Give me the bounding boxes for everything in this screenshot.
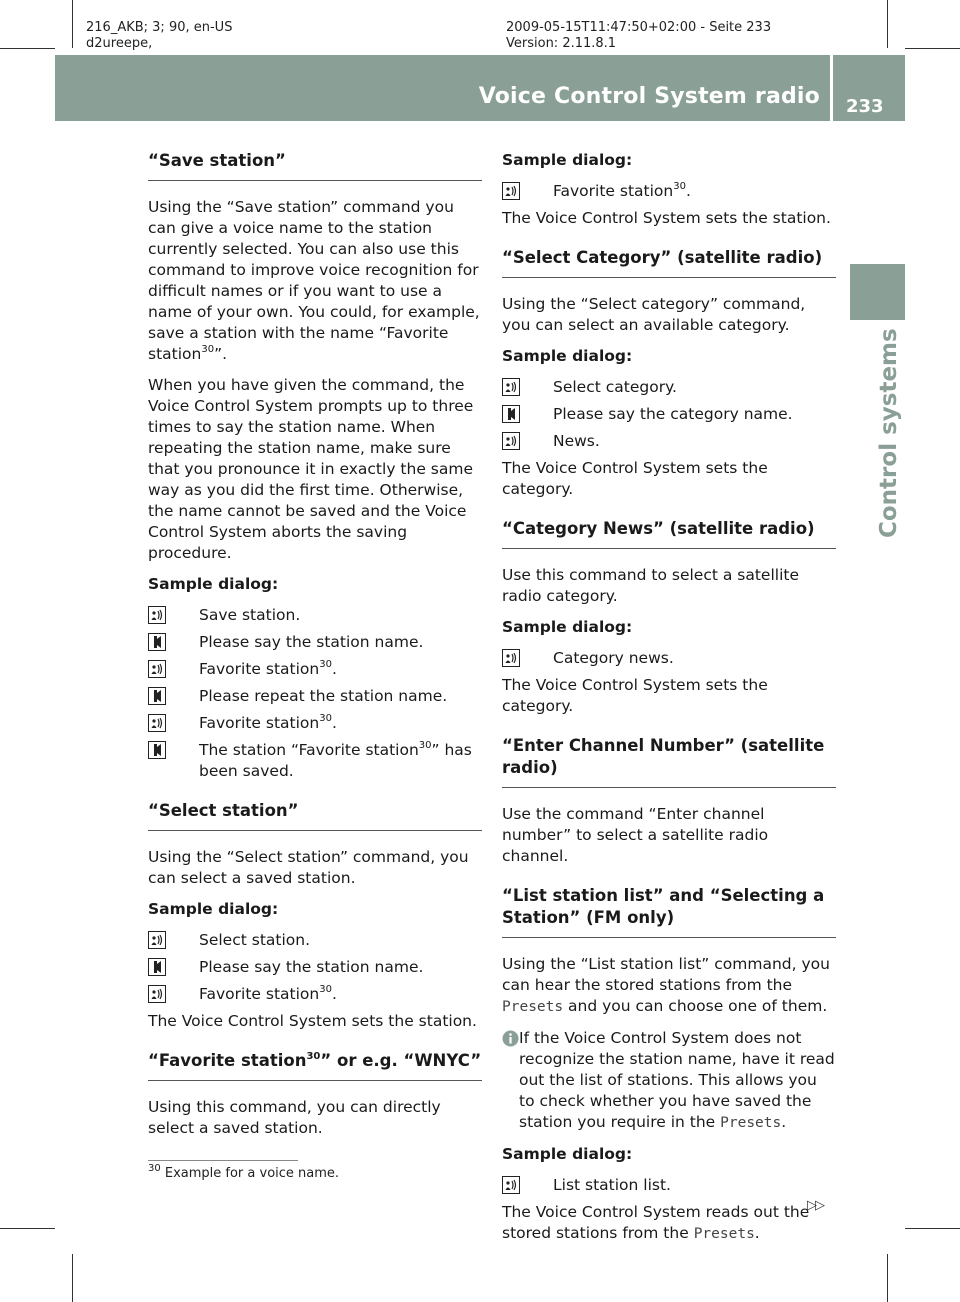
- dialog-line-system: Please say the category name.: [502, 404, 836, 425]
- paragraph: Using this command, you can directly select a saved station.: [148, 1098, 441, 1137]
- speaking-person-icon: [502, 182, 520, 200]
- speaking-person-icon: [502, 378, 520, 396]
- info-note: If the Voice Control System does not recognize the station name, have it read out the list of stations. This allows you to check whether you have saved the station you require in the Presets.: [502, 1028, 836, 1134]
- crop-mark: [905, 1228, 960, 1229]
- dialog-line-system: Please repeat the station name.: [148, 686, 482, 707]
- crop-mark: [905, 48, 960, 49]
- speaker-response-icon: [148, 687, 166, 705]
- header-divider: [830, 55, 833, 121]
- speaking-person-icon: [148, 714, 166, 732]
- dialog-line-user: Favorite station$^{30}$.: [148, 713, 482, 734]
- sample-dialog-label: Sample dialog:: [502, 151, 633, 169]
- crop-mark: [72, 1254, 73, 1302]
- paragraph: The Voice Control System sets the station.: [148, 1012, 477, 1030]
- dialog-line-system: The station “Favorite station$^{30}$” has been saved.: [148, 740, 482, 782]
- speaker-response-icon: [148, 958, 166, 976]
- speaking-person-icon: [502, 432, 520, 450]
- heading-enter-channel-number: “Enter Channel Number” (satellite radio): [502, 735, 836, 788]
- print-meta-left-1: 216_AKB; 3; 90, en-US: [86, 20, 233, 35]
- right-column: [502, 150, 836, 1255]
- paragraph: Using the “Select category” command, you can select an available category.: [502, 295, 806, 334]
- dialog-line-user: Select station.: [148, 930, 482, 951]
- crop-mark: [887, 0, 888, 48]
- speaker-response-icon: [502, 405, 520, 423]
- paragraph: The Voice Control System reads out the stored stations from the Presets.: [502, 1203, 810, 1242]
- sample-dialog-label: Sample dialog:: [148, 575, 279, 593]
- heading-save-station: “Save station”: [148, 150, 482, 181]
- print-meta-right-2: Version: 2.11.8.1: [506, 36, 617, 51]
- crop-mark: [887, 1254, 888, 1302]
- paragraph: The Voice Control System sets the category.: [502, 459, 768, 498]
- sample-dialog-label: Sample dialog:: [502, 618, 633, 636]
- heading-select-station: “Select station”: [148, 800, 482, 831]
- side-chapter-label: Control systems: [876, 328, 902, 538]
- dialog-line-user: Save station.: [148, 605, 482, 626]
- paragraph: Use the command “Enter channel number” to select a satellite radio channel.: [502, 805, 769, 865]
- print-meta-right-1: 2009-05-15T11:47:50+02:00 - Seite 233: [506, 20, 772, 35]
- sample-dialog-label: Sample dialog:: [502, 347, 633, 365]
- heading-list-station-list: “List station list” and “Selecting a Station” (FM only): [502, 885, 836, 938]
- dialog-line-user: Favorite station$^{30}$.: [502, 181, 836, 202]
- dialog-line-user: News.: [502, 431, 836, 452]
- speaker-response-icon: [148, 633, 166, 651]
- speaking-person-icon: [148, 606, 166, 624]
- side-tab: [850, 264, 905, 320]
- crop-mark: [0, 48, 55, 49]
- dialog-line-user: Select category.: [502, 377, 836, 398]
- speaking-person-icon: [148, 931, 166, 949]
- sample-dialog-label: Sample dialog:: [148, 900, 279, 918]
- paragraph: The Voice Control System sets the station.: [502, 209, 831, 227]
- sample-dialog-label: Sample dialog:: [502, 1145, 633, 1163]
- crop-mark: [72, 0, 73, 48]
- dialog-line-system: Please say the station name.: [148, 632, 482, 653]
- speaking-person-icon: [148, 985, 166, 1003]
- speaker-response-icon: [148, 741, 166, 759]
- left-column: [148, 150, 482, 1149]
- paragraph: Use this command to select a satellite radio category.: [502, 566, 799, 605]
- print-meta-left-2: d2ureepe,: [86, 36, 153, 51]
- continue-arrow-icon: ▷▷: [807, 1198, 823, 1213]
- speaking-person-icon: [502, 1176, 520, 1194]
- dialog-line-user: List station list.: [502, 1175, 836, 1196]
- paragraph: Using the “List station list” command, you can hear the stored stations from the Presets and you can choose one of them.: [502, 955, 830, 1015]
- page-number: 233: [846, 96, 884, 117]
- paragraph: The Voice Control System sets the category.: [502, 676, 768, 715]
- dialog-line-user: Category news.: [502, 648, 836, 669]
- info-icon: [502, 1030, 519, 1047]
- dialog-line-user: Favorite station$^{30}$.: [148, 659, 482, 680]
- dialog-line-user: Favorite station$^{30}$.: [148, 984, 482, 1005]
- heading-category-news: “Category News” (satellite radio): [502, 518, 836, 549]
- dialog-line-system: Please say the station name.: [148, 957, 482, 978]
- section-title: Voice Control System radio: [478, 84, 820, 109]
- heading-favorite-station: “Favorite station$^{30}$” or e.g. “WNYC”: [148, 1050, 482, 1081]
- footnote-rule: [148, 1160, 298, 1161]
- heading-select-category: “Select Category” (satellite radio): [502, 247, 836, 278]
- speaking-person-icon: [502, 649, 520, 667]
- footnote: $^{30}$ Example for a voice name.: [148, 1162, 340, 1181]
- crop-mark: [0, 1228, 55, 1229]
- paragraph: Using the “Select station” command, you can select a saved station.: [148, 848, 469, 887]
- paragraph: Using the “Save station” command you can give a voice name to the station currently selected. You can also use this command to improve voice recognition for difficult names or if you want to use a name of your own. You could, for example, save a station with the name “Favorite station$^{30}$”.: [148, 198, 480, 363]
- speaking-person-icon: [148, 660, 166, 678]
- paragraph: When you have given the command, the Voice Control System prompts up to three times to say the station name. When repeating the station name, make sure that you pronounce it in exactly the same way as you did the first time. Otherwise, the name cannot be saved and the Voice Control System aborts the saving procedure.: [148, 376, 474, 562]
